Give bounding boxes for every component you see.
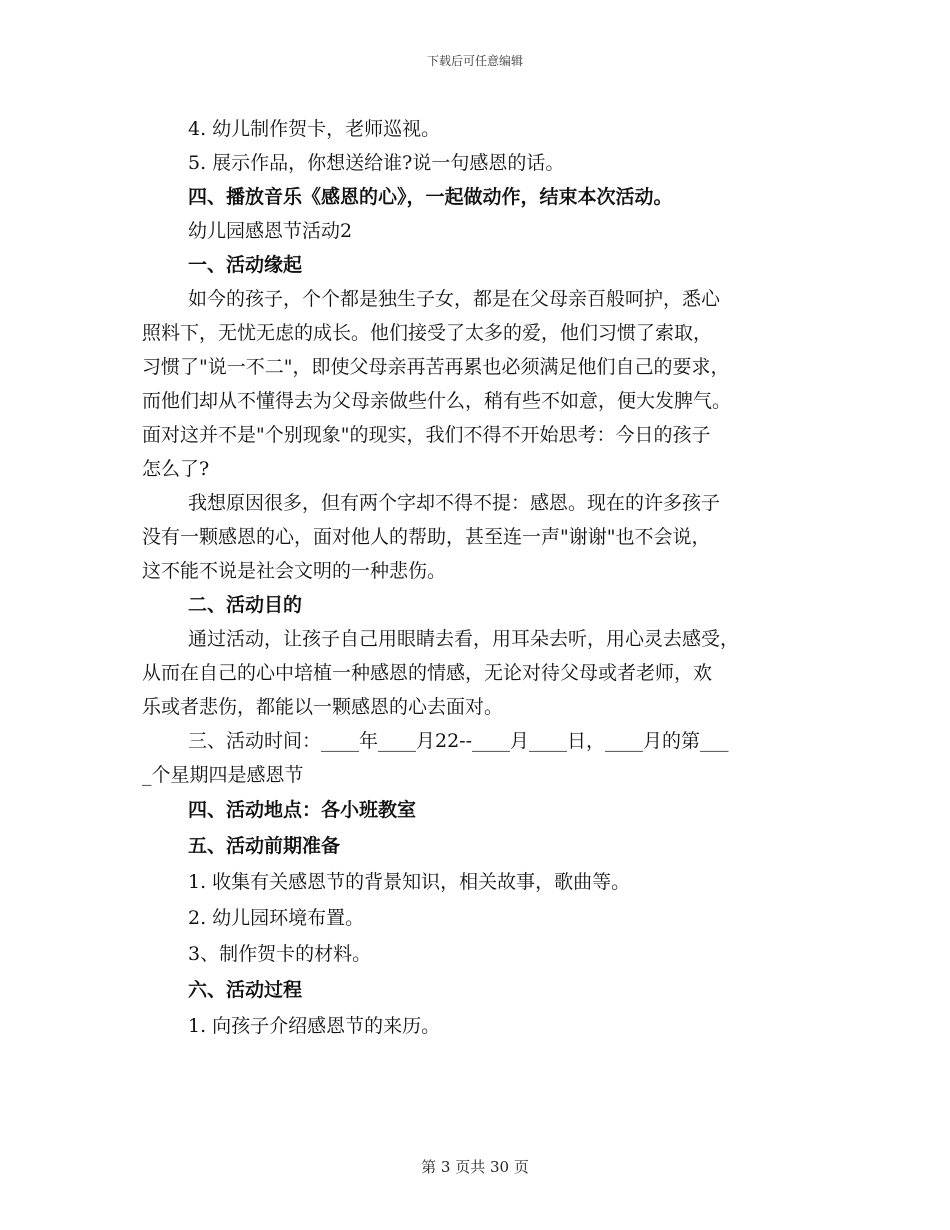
text-line: 五、活动前期准备 <box>188 835 341 857</box>
text-line: 3、制作贺卡的材料。 <box>188 943 372 965</box>
text-line: 一、活动缘起 <box>188 254 303 276</box>
text-line: 怎么了? <box>142 458 210 480</box>
text-line: 四、活动地点：各小班教室 <box>188 799 417 821</box>
text-line: 乐或者悲伤，都能以一颗感恩的心去面对。 <box>142 696 504 718</box>
text-line: 习惯了"说一不二"，即使父母亲再苦再累也必须满足他们自己的要求， <box>142 356 730 378</box>
text-line: 4. 幼儿制作贺卡，老师巡视。 <box>188 118 441 140</box>
text-line: 幼儿园感恩节活动2 <box>188 220 353 242</box>
text-line: 如今的孩子，个个都是独生子女，都是在父母亲百般呵护，悉心 <box>188 288 721 310</box>
text-line: 三、活动时间：____年____月22--____月____日，____月的第___ <box>188 730 729 752</box>
text-line: 通过活动，让孩子自己用眼睛去看，用耳朵去听，用心灵去感受， <box>188 628 740 650</box>
text-line: 六、活动过程 <box>188 979 303 1001</box>
text-line: 我想原因很多，但有两个字却不得不提：感恩。现在的许多孩子 <box>188 492 721 514</box>
text-line: _个星期四是感恩节 <box>142 764 304 786</box>
text-line: 照料下，无忧无虑的成长。他们接受了太多的爱，他们习惯了索取， <box>142 322 713 344</box>
text-line: 1. 收集有关感恩节的背景知识，相关故事，歌曲等。 <box>188 871 631 893</box>
page-header: 下载后可任意编辑 <box>426 54 523 68</box>
text-line: 面对这并不是"个别现象"的现实，我们不得不开始思考：今日的孩子 <box>142 424 711 446</box>
text-line: 四、播放音乐《感恩的心》，一起做动作，结束本次活动。 <box>188 186 673 208</box>
page-footer: 第 3 页共 30 页 <box>421 1158 529 1176</box>
text-line: 没有一颗感恩的心，面对他人的帮助，甚至连一声"谢谢"也不会说， <box>142 526 711 548</box>
text-line: 这不能不说是社会文明的一种悲伤。 <box>142 560 447 582</box>
text-line: 2. 幼儿园环境布置。 <box>188 907 365 929</box>
text-line: 从而在自己的心中培植一种感恩的情感，无论对待父母或者老师，欢 <box>142 662 713 684</box>
text-line: 而他们却从不懂得去为父母亲做些什么，稍有些不如意，便大发脾气。 <box>142 390 732 412</box>
text-line: 1. 向孩子介绍感恩节的来历。 <box>188 1015 441 1037</box>
text-line: 5. 展示作品，你想送给谁?说一句感恩的话。 <box>188 152 565 174</box>
text-line: 二、活动目的 <box>188 594 303 616</box>
document-body <box>142 112 810 1044</box>
